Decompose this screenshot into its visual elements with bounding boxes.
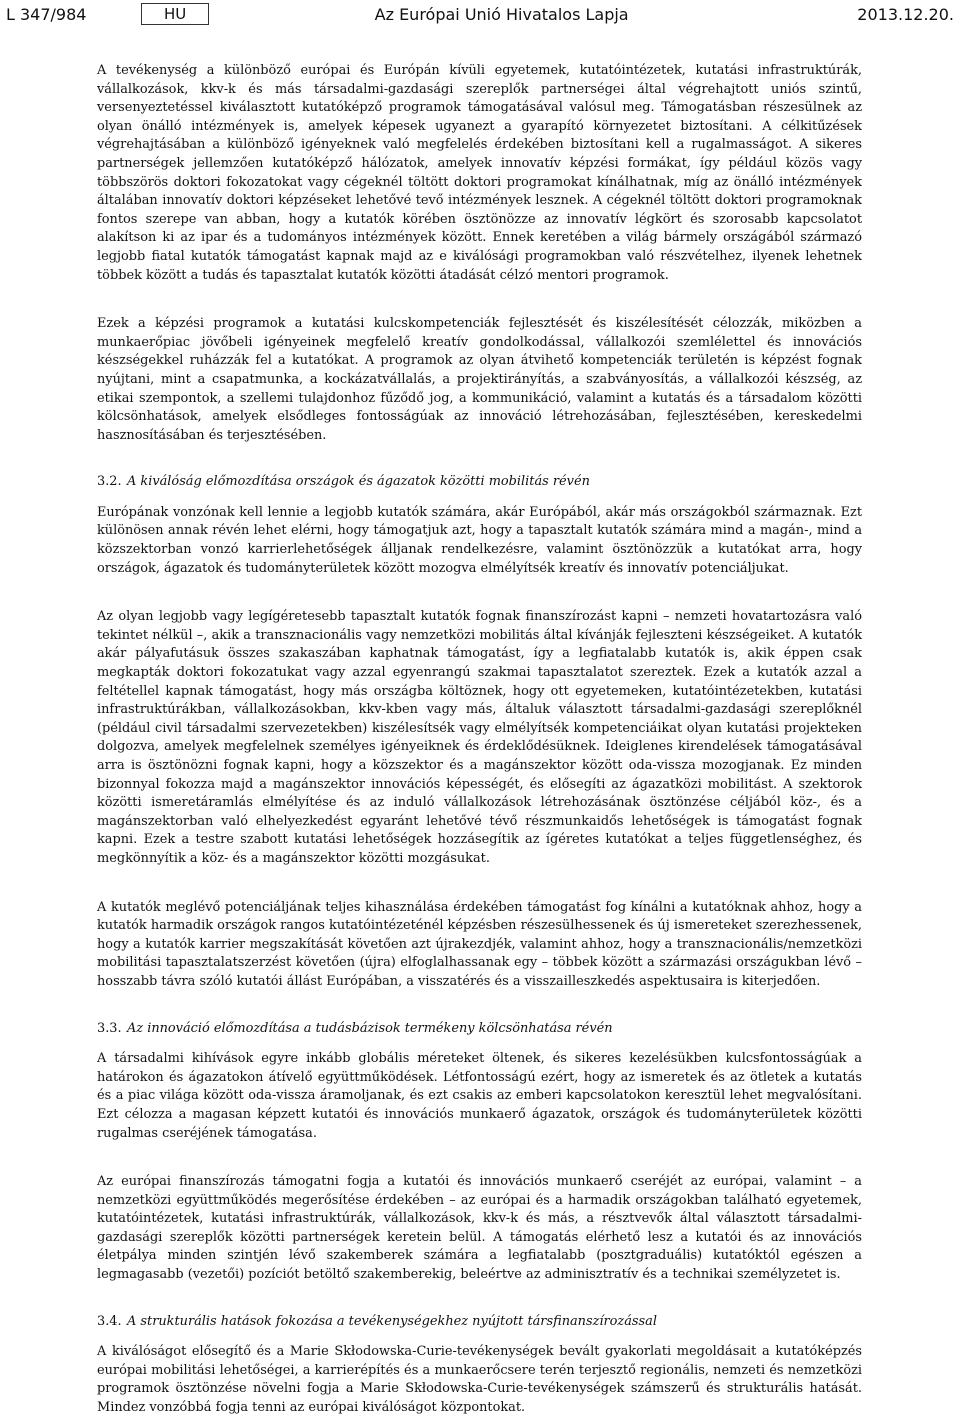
section-number: 3.4. xyxy=(97,1313,122,1329)
section-3-4-heading xyxy=(97,1313,862,1332)
language-code-box: HU xyxy=(141,3,209,25)
section-number: 3.2. xyxy=(97,474,122,490)
paragraph-2: Ezek a képzési programok a kutatási kulcskompetenciák fejlesztését és kiszélesítését célozzák, miközben a munkaerőpiac jövőbeli igényeinek megfelelő kreatív gondolkodással, vállalkozói szemlélettel és innovációs készségekkel ruházzák fel a kutatókat. A programok az olyan átvihető kompetenciák területén is képzést fognak nyújtani, mint a csapatmunka, a kockázatvállalás, a projektirányítás, a szabványosítás, a vállalkozói készség, az etikai szempontok, a szellemi tulajdonhoz fűződő jog, a kommunikáció, valamint a kutatás és a társadalom közötti kölcsönhatások, amelyek elsődleges fontosságúak az innováció létrehozásában, fejlesztésében, kereskedelmi hasznosításában és terjesztésében. xyxy=(97,316,862,443)
section-title: Az innováció előmozdítása a tudásbázisok termékeny kölcsönhatása révén xyxy=(127,1020,613,1036)
paragraph-1: A tevékenység a különböző európai és Európán kívüli egyetemek, kutatóintézetek, kutatási infrastruktúrák, vállalkozások, kkv-k és más társadalmi-gazdasági szereplők partnerségei által végrehajtott uniós szintű, versenyeztetéssel kiválasztott kutatóképző programok támogatásával valósul meg. Támogatásban részesülnek az olyan önálló intézmények is, amelyek képesek ugyanezt a gyarapító környezetet biztosítani. A célkitűzések végrehajtásában a különböző igényeknek való megfelelés érdekében biztosítani kell a rugalmasságot. A sikeres partnerségek jellemzően kutatóképző hálózatok, amelyek innovatív képzési formákat, így például közös vagy többszörös doktori fokozatokat vagy cégeknél töltött doktori programokat kínálhatnak, míg az önálló intézmények általában innovatív doktori képzéseket lehetővé tevő intézmények lesznek. A cégeknél töltött doktori programoknak fontos szerepe van abban, hogy a kutatók körében ösztönözze az innovatív légkört és szorosabb kapcsolatot alakítson ki az ipar és a tudományos intézmények között. Ennek keretében a világ bármely országából származó legjobb fiatal kutatók támogatást kapnak majd az e kiválósági programokban való részvételhez, ilyenek lehetnek többek között a tudás és tapasztalat kutatók közötti átadását célzó mentori programok. xyxy=(97,63,862,283)
paragraph-7: Az európai finanszírozás támogatni fogja a kutatói és innovációs munkaerő cseréjét az európai, valamint – a nemzetközi együttműködés megerősítése érdekében – az európai és a harmadik országokban található egyetemek, kutatóintézetek, kutatási infrastruktúrák, vállalkozások, kkv-k és más, a résztvevők által választott társadalmi-gazdasági szereplők közötti partnerségek keretein belül. A támogatás elérhető lesz a kutatói és az innovációs életpálya minden szintjén lévő szakemberek számára a legfiatalabb (posztgraduális) kutatóktól egészen a legmagasabb (vezetői) pozíciót betöltő szakemberekig, beleértve az adminisztratív és a technikai személyzetet is. xyxy=(97,1174,862,1283)
journal-title: Az Európai Unió Hivatalos Lapja xyxy=(374,4,629,24)
section-3-2-heading xyxy=(97,473,862,492)
page-header xyxy=(6,0,954,28)
paragraph-3: Európának vonzónak kell lennie a legjobb kutatók számára, akár Európából, akár más országokból származnak. Ezt különösen annak révén lehet elérni, hogy támogatjuk azt, hogy a tapasztalt kutatók számára mind a magán-, mind a közszektorban vonzó karrierlehetőségek álljanak rendelkezésre, valamint ösztönözzük a kutatókat arra, hogy országok, ágazatok és tudományterületek között mozogva elmélyítsék kreatív és innovatív potenciáljukat. xyxy=(97,504,862,576)
publication-date: 2013.12.20. xyxy=(857,4,954,24)
paragraph-8: A kiválóságot elősegítő és a Marie Skłodowska-Curie-tevékenységek bevált gyakorlati megoldásait a kutatóképzés európai mobilitási lehetőségei, a karrierépítés és a munkaerőcsere terén terjesztő regionális, nemzeti és nemzetközi programok ösztönzése növelni fogja a Marie Skłodowska-Curie-tevékenységek számszerű és strukturális hatását. Mindez vonzóbbá fogja tenni az európai kiválóságot központokat. xyxy=(97,1344,862,1416)
section-number: 3.3. xyxy=(97,1020,122,1036)
document-body xyxy=(97,62,862,1418)
section-title: A strukturális hatások fokozása a tevékenységekhez nyújtott társfinanszírozással xyxy=(127,1313,657,1329)
section-title: A kiválóság előmozdítása országok és ágazatok közötti mobilitás révén xyxy=(127,474,590,490)
paragraph-4: Az olyan legjobb vagy legígéretesebb tapasztalt kutatók fognak finanszírozást kapni – nemzeti hovatartozásra való tekintet nélkül –, akik a transznacionális vagy nemzetközi mobilitás által kívánják fejleszteni készségeiket. A kutatók akár pályafutásuk összes szakaszában kaphatnak támogatást, így a legfiatalabb kutatók is, akik éppen csak megkapták doktori fokozatukat vagy azzal egyenrangú szakmai tapasztalatot szereztek. Ezek a kutatók azzal a feltétellel kapnak támogatást, hogy más országba költöznek, hogy ott egyetemeken, kutatóintézetekben, kutatási infrastruktúrákban, vállalkozásokban, kkv-kben vagy más, általuk választott társadalmi-gazdasági szereplőknél (például civil társadalmi szervezetekben) kiszélesítsék vagy elmélyítsék kompetenciáikat olyan kutatási projekteken dolgozva, amelyek megfelelnek személyes igényeiknek és érdeklődésüknek. Ideiglenes kirendelések támogatásával arra is ösztönözni fognak kapni, hogy a közszektor és a magánszektor között oda-vissza mozogjanak. Ez minden bizonnyal fokozza majd a magánszektor innovációs képességét, és elősegíti az ágazatközi mobilitást. A szektorok közötti ismeretáramlás elmélyítése és az induló vállalkozások létrehozásának ösztönzése céljából köz-, és a magánszektorban való elhelyezkedést egyaránt lehetővé tévő részmunkaidős lehetőségek is támogatást fognak kapni. Ezek a testre szabott kutatási lehetőségek hozzásegítik az ígéretes kutatókat a teljes függetlenséghez, és megkönnyítik a köz- és a magánszektor közötti mozgásukat. xyxy=(97,609,862,866)
paragraph-5: A kutatók meglévő potenciáljának teljes kihasználása érdekében támogatást fog kínálni a kutatóknak ahhoz, hogy a kutatók harmadik országok rangos kutatóintézeténél képzésben részesülhessenek és új ismereteket szerezhessenek, hogy a kutatók karrier megszakítását követően azt újrakezdjék, valamint ahhoz, hogy a transznacionális/nemzetközi mobilitási tapasztalatszerzést követően (újra) elfoglalhassanak egy – többek között a származási országukban lévő – hosszabb távra szóló kutatói állást Európában, a visszatérés és a visszailleszkedés aspektusaira is kiterjedően. xyxy=(97,899,862,989)
paragraph-6: A társadalmi kihívások egyre inkább globális méreteket öltenek, és sikeres kezelésükben kulcsfontosságúak a határokon és ágazatokon átívelő együttműködések. Létfontosságú ezért, hogy az ismeretek és az ötletek a kutatás és a piac világa között oda-vissza áramoljanak, és ezt csakis az emberi kapcsolatokon keresztül lehet megvalósítani. Ezt célozza a magasan képzett kutatói és innovációs munkaerő ágazatok, országok és tudományterületek közötti rugalmas cseréjének támogatása. xyxy=(97,1051,862,1141)
section-3-3-heading xyxy=(97,1020,862,1039)
page-reference: L 347/984 xyxy=(6,4,87,24)
